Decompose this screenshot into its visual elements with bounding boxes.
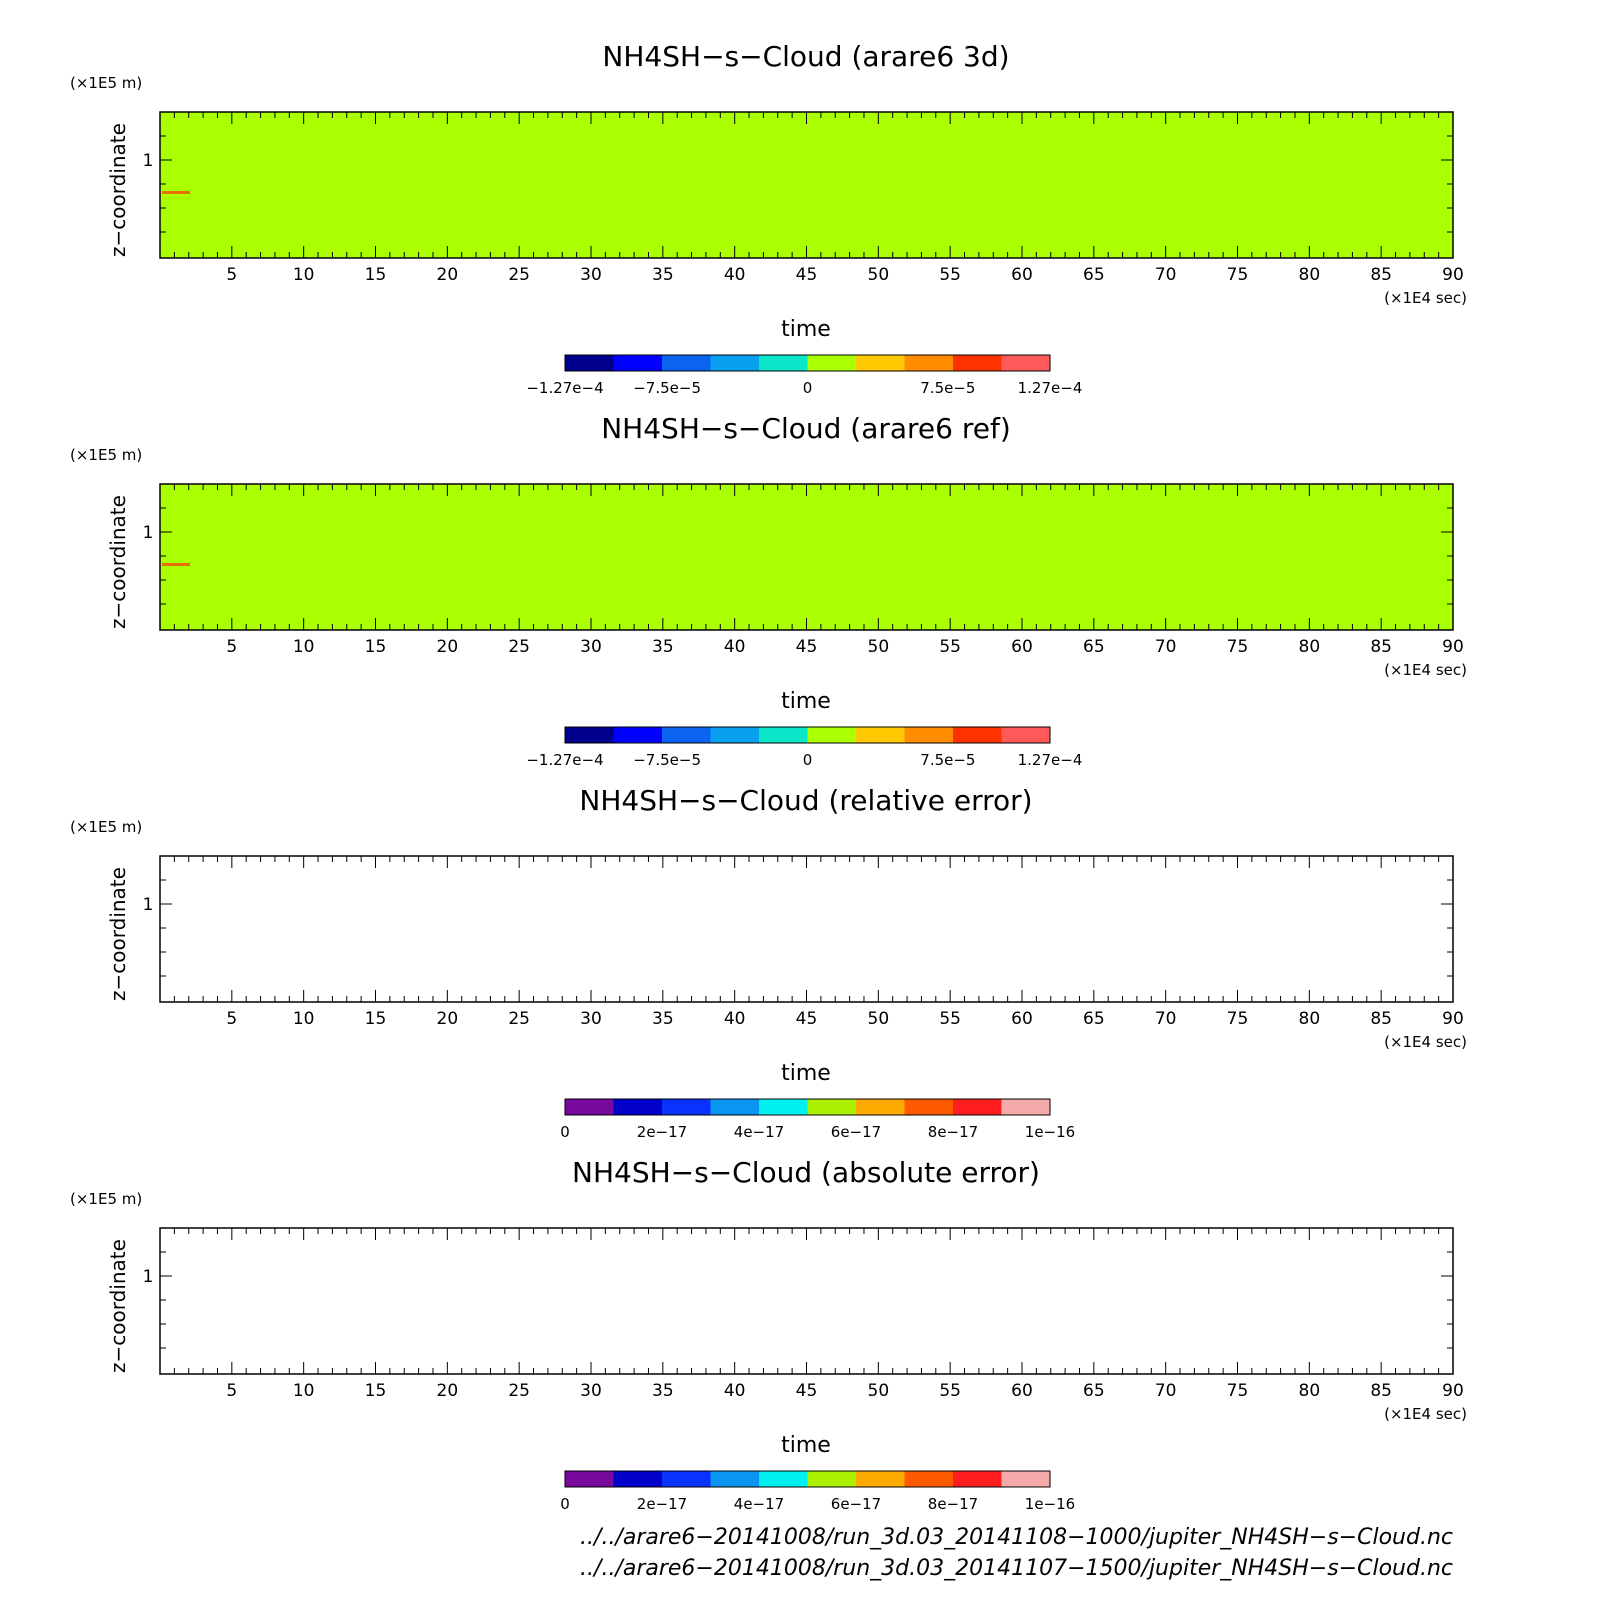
colorbar-swatch [953, 1099, 1002, 1115]
y-unit-label: (×1E5 m) [70, 74, 143, 92]
x-tick-label: 60 [1011, 1009, 1033, 1029]
colorbar-swatch [614, 727, 663, 743]
y-unit-label: (×1E5 m) [70, 446, 143, 464]
x-tick-label: 65 [1083, 1009, 1105, 1029]
x-tick-label: 50 [867, 265, 890, 285]
x-tick-label: 30 [580, 1009, 602, 1029]
colorbar-tick-label: 8e−17 [927, 1495, 979, 1513]
x-tick-label: 10 [292, 637, 315, 657]
x-tick-label: 40 [723, 1009, 746, 1029]
x-tick-label: 20 [436, 1009, 459, 1029]
x-tick-label: 80 [1298, 637, 1321, 657]
y-tick-label: 1 [142, 1267, 154, 1287]
colorbar-swatch [614, 355, 663, 371]
x-tick-label: 15 [364, 265, 387, 285]
footer-file-path-1: ../../arare6−20141008/run_3d.03_20141108−1000/jupiter_NH4SH−s−Cloud.nc [580, 1525, 1453, 1550]
x-tick-label: 65 [1083, 637, 1105, 657]
x-tick-label: 25 [508, 1381, 530, 1401]
x-tick-label: 80 [1298, 1381, 1321, 1401]
x-tick-label: 35 [652, 1009, 674, 1029]
x-tick-label: 20 [436, 637, 459, 657]
x-tick-label: 90 [1442, 637, 1464, 657]
x-tick-label: 85 [1370, 637, 1392, 657]
colorbar-swatch [856, 727, 905, 743]
x-tick-label: 55 [939, 637, 961, 657]
colorbar-tick-label: −1.27e−4 [526, 751, 604, 769]
chart-panel-2 [70, 412, 1467, 769]
colorbar-swatch [808, 1471, 857, 1487]
x-tick-label: 85 [1370, 1009, 1392, 1029]
colorbar-swatch [711, 355, 760, 371]
colorbar-tick-label: 2e−17 [636, 1495, 688, 1513]
colorbar-swatch [711, 727, 760, 743]
colorbar-swatch [1002, 727, 1051, 743]
x-unit-label: (×1E4 sec) [1384, 289, 1467, 307]
x-tick-label: 10 [292, 265, 315, 285]
x-tick-label: 70 [1154, 265, 1177, 285]
x-tick-label: 5 [226, 265, 238, 285]
x-unit-label: (×1E4 sec) [1384, 1033, 1467, 1051]
x-tick-label: 75 [1226, 637, 1249, 657]
x-tick-label: 30 [580, 637, 602, 657]
chart-title: NH4SH−s−Cloud (absolute error) [572, 1156, 1040, 1189]
x-tick-label: 5 [226, 1381, 238, 1401]
x-tick-label: 45 [795, 1381, 818, 1401]
chart-panel-4 [70, 1156, 1467, 1513]
heatmap-field [160, 1228, 1453, 1374]
x-tick-label: 80 [1298, 1009, 1321, 1029]
x-tick-label: 60 [1011, 1381, 1033, 1401]
footer-file-path-2: ../../arare6−20141008/run_3d.03_20141107−1500/jupiter_NH4SH−s−Cloud.nc [580, 1556, 1453, 1581]
x-tick-label: 70 [1154, 1009, 1177, 1029]
x-tick-label: 5 [226, 1009, 238, 1029]
heatmap-field [160, 112, 1453, 258]
colorbar-swatch [759, 727, 808, 743]
colorbar-swatch [662, 1471, 711, 1487]
x-tick-label: 10 [292, 1381, 315, 1401]
x-axis-label: time [781, 1061, 831, 1086]
colorbar-tick-label: 0 [560, 1495, 570, 1513]
colorbar-tick-label: 7.5e−5 [920, 379, 976, 397]
y-axis-label: z−coordinate [106, 495, 130, 629]
x-tick-label: 40 [723, 637, 746, 657]
colorbar-tick-label: −7.5e−5 [633, 379, 701, 397]
colorbar-swatch [808, 727, 857, 743]
colorbar-tick-label: 0 [560, 1123, 570, 1141]
colorbar-swatch [953, 355, 1002, 371]
x-tick-label: 80 [1298, 265, 1321, 285]
colorbar-swatch [953, 727, 1002, 743]
colorbar-tick-label: −7.5e−5 [633, 751, 701, 769]
x-tick-label: 15 [364, 1381, 387, 1401]
colorbar-swatch [711, 1099, 760, 1115]
chart-title: NH4SH−s−Cloud (arare6 ref) [601, 412, 1011, 445]
chart-title: NH4SH−s−Cloud (relative error) [579, 784, 1033, 817]
x-tick-label: 60 [1011, 637, 1033, 657]
colorbar-tick-label: 8e−17 [927, 1123, 979, 1141]
colorbar-tick-label: 1.27e−4 [1017, 379, 1083, 397]
colorbar-tick-label: 1e−16 [1024, 1123, 1076, 1141]
x-tick-label: 30 [580, 1381, 602, 1401]
x-tick-label: 60 [1011, 265, 1033, 285]
x-tick-label: 35 [652, 637, 674, 657]
x-tick-label: 45 [795, 1009, 818, 1029]
heatmap-field [160, 856, 1453, 1002]
colorbar-swatch [1002, 1099, 1051, 1115]
x-tick-label: 85 [1370, 1381, 1392, 1401]
y-tick-label: 1 [142, 523, 154, 543]
colorbar-swatch [759, 1471, 808, 1487]
colorbar-tick-label: 1e−16 [1024, 1495, 1076, 1513]
x-tick-label: 10 [292, 1009, 315, 1029]
x-tick-label: 65 [1083, 1381, 1105, 1401]
colorbar-swatch [905, 727, 954, 743]
x-unit-label: (×1E4 sec) [1384, 1405, 1467, 1423]
colorbar-swatch [565, 355, 614, 371]
colorbar-tick-label: 4e−17 [733, 1495, 785, 1513]
colorbar-swatch [856, 1099, 905, 1115]
x-tick-label: 55 [939, 265, 961, 285]
colorbar-swatch [953, 1471, 1002, 1487]
y-axis-label: z−coordinate [106, 123, 130, 257]
colorbar-tick-label: 0 [802, 751, 813, 769]
x-tick-label: 55 [939, 1381, 961, 1401]
colorbar-swatch [614, 1471, 663, 1487]
x-axis-label: time [781, 689, 831, 714]
x-tick-label: 50 [867, 1381, 890, 1401]
heatmap-feature [162, 563, 190, 566]
x-tick-label: 90 [1442, 1381, 1464, 1401]
colorbar-tick-label: 6e−17 [830, 1123, 882, 1141]
x-tick-label: 20 [436, 1381, 459, 1401]
x-tick-label: 30 [580, 265, 602, 285]
x-tick-label: 70 [1154, 1381, 1177, 1401]
x-tick-label: 75 [1226, 1009, 1249, 1029]
x-tick-label: 50 [867, 637, 890, 657]
chart-panel-1 [70, 40, 1467, 397]
x-tick-label: 15 [364, 637, 387, 657]
x-tick-label: 65 [1083, 265, 1105, 285]
colorbar-swatch [856, 355, 905, 371]
colorbar-swatch [1002, 355, 1051, 371]
colorbar-swatch [565, 1471, 614, 1487]
x-tick-label: 25 [508, 637, 530, 657]
y-axis-label: z−coordinate [106, 1239, 130, 1373]
colorbar-tick-label: −1.27e−4 [526, 379, 604, 397]
x-tick-label: 5 [226, 637, 238, 657]
colorbar-swatch [759, 355, 808, 371]
x-tick-label: 20 [436, 265, 459, 285]
x-axis-label: time [781, 1433, 831, 1458]
colorbar-swatch [905, 1471, 954, 1487]
x-tick-label: 25 [508, 1009, 530, 1029]
colorbar-tick-label: 6e−17 [830, 1495, 882, 1513]
colorbar-tick-label: 0 [802, 379, 813, 397]
y-tick-label: 1 [142, 151, 154, 171]
x-tick-label: 40 [723, 265, 746, 285]
x-tick-label: 35 [652, 265, 674, 285]
colorbar-swatch [711, 1471, 760, 1487]
colorbar-tick-label: 2e−17 [636, 1123, 688, 1141]
colorbar-swatch [905, 1099, 954, 1115]
x-tick-label: 50 [867, 1009, 890, 1029]
x-tick-label: 45 [795, 265, 818, 285]
x-unit-label: (×1E4 sec) [1384, 661, 1467, 679]
x-tick-label: 90 [1442, 265, 1464, 285]
colorbar-swatch [662, 727, 711, 743]
y-tick-label: 1 [142, 895, 154, 915]
heatmap-feature [162, 191, 190, 194]
x-tick-label: 70 [1154, 637, 1177, 657]
colorbar-swatch [614, 1099, 663, 1115]
colorbar-swatch [565, 1099, 614, 1115]
x-tick-label: 15 [364, 1009, 387, 1029]
colorbar-swatch [565, 727, 614, 743]
colorbar-swatch [808, 1099, 857, 1115]
x-tick-label: 55 [939, 1009, 961, 1029]
x-tick-label: 75 [1226, 1381, 1249, 1401]
colorbar-tick-label: 1.27e−4 [1017, 751, 1083, 769]
colorbar-swatch [662, 1099, 711, 1115]
y-unit-label: (×1E5 m) [70, 1190, 143, 1208]
colorbar-swatch [759, 1099, 808, 1115]
colorbar-swatch [905, 355, 954, 371]
x-tick-label: 90 [1442, 1009, 1464, 1029]
x-tick-label: 35 [652, 1381, 674, 1401]
colorbar-swatch [808, 355, 857, 371]
x-axis-label: time [781, 317, 831, 342]
x-tick-label: 85 [1370, 265, 1392, 285]
colorbar-swatch [1002, 1471, 1051, 1487]
colorbar-swatch [856, 1471, 905, 1487]
heatmap-field [160, 484, 1453, 630]
x-tick-label: 75 [1226, 265, 1249, 285]
colorbar-tick-label: 7.5e−5 [920, 751, 976, 769]
colorbar-tick-label: 4e−17 [733, 1123, 785, 1141]
x-tick-label: 25 [508, 265, 530, 285]
x-tick-label: 40 [723, 1381, 746, 1401]
chart-title: NH4SH−s−Cloud (arare6 3d) [602, 40, 1010, 73]
y-unit-label: (×1E5 m) [70, 818, 143, 836]
y-axis-label: z−coordinate [106, 867, 130, 1001]
x-tick-label: 45 [795, 637, 818, 657]
chart-panel-3 [70, 784, 1467, 1141]
colorbar-swatch [662, 355, 711, 371]
